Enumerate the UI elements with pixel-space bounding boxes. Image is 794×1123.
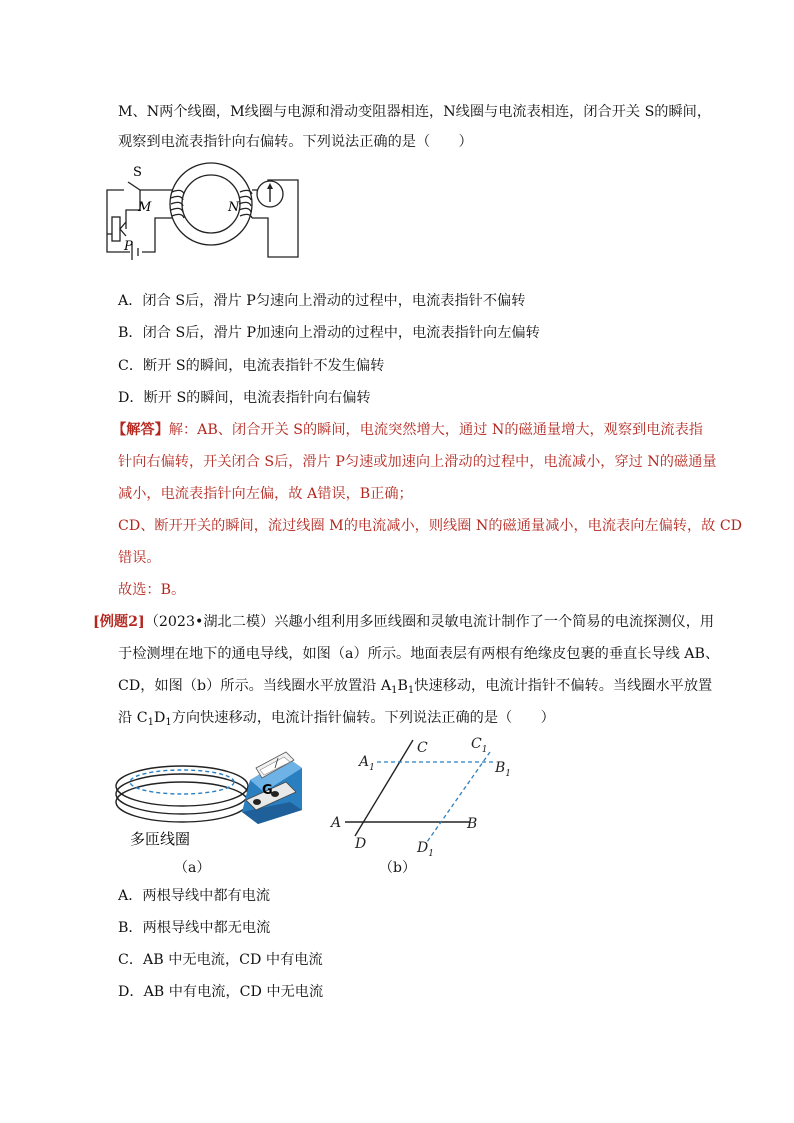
figure-a [110,738,320,862]
answer-line3: 减小，电流表指针向左偏，故 A错误，B正确； [118,486,413,502]
label-c: C [417,740,428,756]
label-p: P [124,239,133,254]
figure-b [325,732,525,862]
figure-a-caption: （a） [174,860,211,876]
label-b: B [467,816,478,832]
q2-source: （2023•湖北二模） [144,614,275,630]
q2-stem-line2: 于检测埋在地下的通电导线，如图（a）所示。地面表层有两根有绝缘皮包裹的垂直长导线 AB、 [118,646,720,662]
q2-stem-line4: 沿 $C_1D_1$方向快速移动，电流计指针偏转。下列说法正确的是（ ） [118,710,555,728]
galvanometer-icon [242,752,302,824]
figure-b-caption: （b） [379,860,416,876]
label-d: D [355,836,367,852]
label-b1: $B_1$ [495,760,512,779]
label-n: N [228,200,240,215]
answer-tag: 【解答】 [112,422,169,438]
answer-line2: 针向右偏转，开关闭合 S后，滑片 P匀速或加速向上滑动的过程中，电流减小，穿过 N的磁通量 [118,454,717,470]
answer-line5: 错误。 [118,550,161,566]
q2-option-d: D．AB 中有电流，CD 中无电流 [118,984,324,1000]
q1-stem-line2: 观察到电流表指针向右偏转。下列说法正确的是（ ） [118,134,473,150]
answer-line4: CD、断开开关的瞬间，流过线圈 M的电流减小，则线圈 N的磁通量减小，电流表向左偏转，故 CD [118,518,743,534]
q1-stem-line1: M、N两个线圈，M线圈与电源和滑动变阻器相连，N线圈与电流表相连，闭合开关 S的瞬间， [118,104,712,120]
q2-option-b: B．两根导线中都无电流 [118,920,271,936]
meter-label-g: G [262,783,273,798]
q1-option-a: A．闭合 S后，滑片 P匀速向上滑动的过程中，电流表指针不偏转 [118,293,526,309]
label-a: A [331,815,342,831]
answer-choice: 故选：B。 [118,582,186,598]
q2-option-a: A．两根导线中都有电流 [118,888,271,904]
label-s: S [133,165,142,180]
label-d1: $D_1$ [417,840,434,859]
q2-stem-line3: CD，如图（b）所示。当线圈水平放置沿 $A_1B_1$快速移动，电流计指针不偏转。当线圈水平放置 [118,678,713,696]
label-a1: $A_1$ [359,754,375,773]
q2-tag: [例题2] [93,614,145,630]
circuit-figure [100,162,300,274]
q2-option-c: C．AB 中无电流，CD 中有电流 [118,952,323,968]
q1-option-c: C．断开 S的瞬间，电流表指针不发生偏转 [118,358,385,374]
coil-label: 多匝线圈 [130,830,191,848]
q2-stem-line1: [例题2]（2023•湖北二模）兴趣小组利用多匝线圈和灵敏电流计制作了一个简易的电流探测仪，用 [93,614,715,630]
label-c1: $C_1$ [471,736,488,755]
answer-line1: 【解答】解：AB、闭合开关 S的瞬间，电流突然增大，通过 N的磁通量增大，观察到电流表指 [112,422,703,438]
q1-option-b: B．闭合 S后，滑片 P加速向上滑动的过程中，电流表指针向左偏转 [118,325,540,341]
label-m: M [138,200,152,215]
q1-option-d: D．断开 S的瞬间，电流表指针向右偏转 [118,390,371,406]
